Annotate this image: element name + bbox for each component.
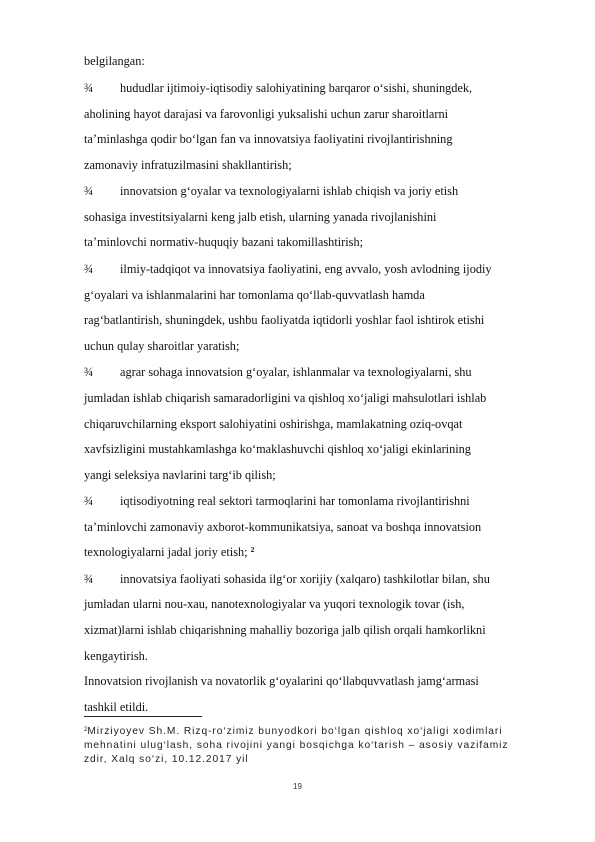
list-item-2-text: innovatsion g‘oyalar va texnologiyalarni ishlab chiqish va joriy etish <box>120 184 459 198</box>
closing-text: tashkil etildi. <box>84 700 149 714</box>
list-item-6-line: kengaytirish. <box>84 649 148 663</box>
list-item-1-line: aholining hayot darajasi va farovonligi yuksalishi uchun zarur sharoitlarni <box>84 107 449 121</box>
list-item-4-line: yangi seleksiya navlarini targ‘ib qilish; <box>84 468 276 482</box>
list-item-4-text: agrar sohaga innovatsion g‘oyalar, ishlanmalar va texnologiyalarni, shu <box>120 365 472 379</box>
intro-text: belgilangan: <box>84 54 145 68</box>
list-item-2-line: sohasiga investitsiyalarni keng jalb etish, ularning yanada rivojlanishini <box>84 210 437 224</box>
footnote-reference[interactable]: 2 <box>250 545 255 554</box>
list-item-4-line: chiqaruvchilarning eksport salohiyatini oshirishga, mamlakatning oziq-ovqat <box>84 417 463 431</box>
footnote-line: zdir, Xalq so‘zi, 10.12.2017 yil <box>84 754 249 765</box>
list-item-3-text: ilmiy-tadqiqot va innovatsiya faoliyatini, eng avvalo, yosh avlodning ijodiy <box>120 262 492 276</box>
footnote-text: Mirziyoyev Sh.M. Rizq-ro‘zimiz bunyodkori bo‘lgan qishloq xo‘jaligi xodimlari <box>87 726 503 737</box>
list-item-5-line <box>84 544 254 562</box>
list-item-3-line: uchun qulay sharoitlar yaratish; <box>84 339 240 353</box>
closing-text: Innovatsion rivojlanish va novatorlik g‘oyalarini qo‘llabquvvatlash jamg‘armasi <box>84 674 479 688</box>
list-item-6-text: innovatsiya faoliyati sohasida ilg‘or xorijiy (xalqaro) tashkilotlar bilan, shu <box>120 572 490 586</box>
page-number: 19 <box>293 782 302 791</box>
list-item-5-text: iqtisodiyotning real sektori tarmoqlarini har tomonlama rivojlantirishni <box>120 494 470 508</box>
list-item-6-line: xizmat)larni ishlab chiqarishning mahalliy bozoriga jalb qilish orqali hamkorlikni <box>84 623 486 637</box>
footnote-marker: 2 <box>84 727 88 733</box>
list-item-4-line: xavfsizligini mustahkamlashga ko‘maklashuvchi qishloq xo‘jaligi ekinlarining <box>84 442 471 456</box>
bullet-icon: ¾ <box>84 184 94 198</box>
footnote-divider <box>84 716 202 717</box>
footnote-line: mehnatini ulug‘lash, soha rivojini yangi bosqichga ko‘tarish – asosiy vazifamiz <box>84 740 509 751</box>
list-item-3-line: g‘oyalari va ishlanmalarini har tomonlama qo‘llab-quvvatlash hamda <box>84 288 425 302</box>
bullet-icon: ¾ <box>84 81 94 95</box>
bullet-icon: ¾ <box>84 365 94 379</box>
list-item-3-line: rag‘batlantirish, shuningdek, ushbu faoliyatda iqtidorli yoshlar faol ishtirok etishi <box>84 313 485 327</box>
list-item-1-line: zamonaviy infratuzilmasini shakllantirish; <box>84 158 292 172</box>
bullet-icon: ¾ <box>84 494 94 508</box>
list-item-5-line: ta’minlovchi zamonaviy axborot-kommunikatsiya, sanoat va boshqa innovatsion <box>84 520 482 534</box>
list-item-4-line: jumladan ishlab chiqarish samaradorligini va qishloq xo‘jaligi mahsulotlari ishlab <box>84 391 487 405</box>
list-item-1-text: hududlar ijtimoiy-iqtisodiy salohiyatining barqaror o‘sishi, shuningdek, <box>120 81 473 95</box>
list-item-2-line: ta’minlovchi normativ-huquqiy bazani takomillashtirish; <box>84 235 364 249</box>
footnote-line <box>84 725 502 740</box>
bullet-icon: ¾ <box>84 572 94 586</box>
list-item-1-line: ta’minlashga qodir bo‘lgan fan va innovatsiya faoliyatini rivojlantirishning <box>84 132 453 146</box>
list-item-6-line: jumladan ularni nou-xau, nanotexnologiyalar va yuqori texnologik tovar (ish, <box>84 597 465 611</box>
bullet-icon: ¾ <box>84 262 94 276</box>
list-item-5-line-text: texnologiyalarni jadal joriy etish; <box>84 545 248 559</box>
